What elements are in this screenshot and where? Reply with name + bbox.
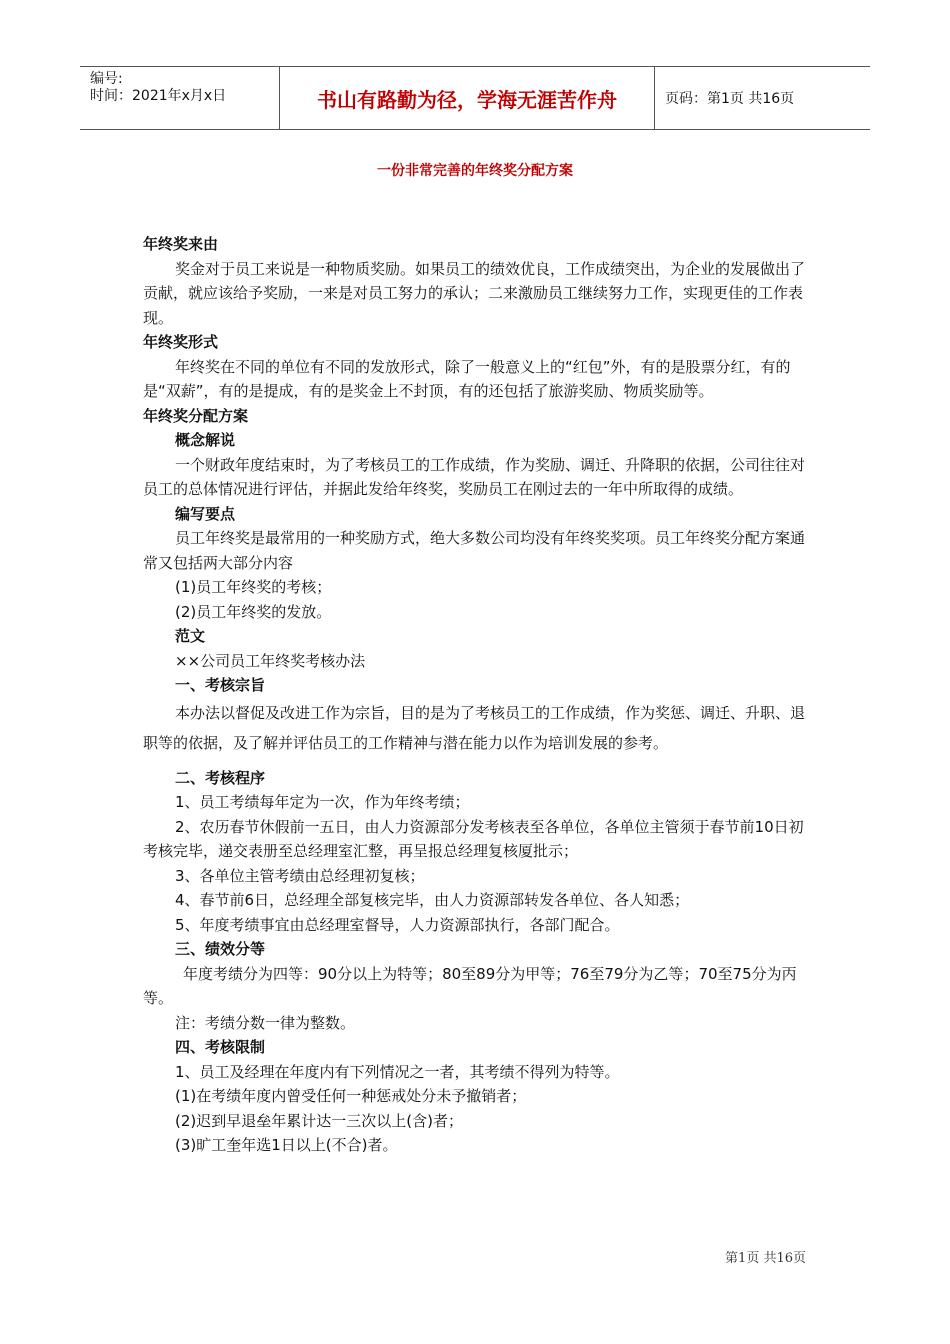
- document-title: 一份非常完善的年终奖分配方案: [377, 163, 573, 179]
- list-item: (1)员工年终奖的考核；: [175, 578, 332, 596]
- list-item: 2、农历春节休假前一五日，由人力资源部分发考核表至各单位，各单位主管须于春节前10日初考核完毕，递交表册至总经理室汇整，再呈报总经理复核厦批示；: [143, 817, 804, 860]
- list-item: (2)员工年终奖的发放。: [175, 602, 332, 621]
- body-paragraph: 年度考绩分为四等：90分以上为特等；80至89分为甲等；76至79分为乙等；70至75分为丙等。: [143, 964, 797, 1007]
- article-heading: 二、考核程序: [175, 768, 266, 787]
- page-header: [80, 66, 870, 130]
- list-item: (3)旷工奎年选1日以上(不合)者。: [175, 1136, 398, 1154]
- body-paragraph: 一个财政年度结束时，为了考核员工的工作成绩，作为奖励、调迁、升降职的依据，公司往往对员工的总体情况进行评估，并据此发给年终奖，奖励员工在刚过去的一年中所取得的成绩。: [143, 455, 806, 498]
- document-body: [143, 232, 811, 1158]
- subsection-heading: 编写要点: [175, 504, 236, 523]
- note: 注：考绩分数一律为整数。: [175, 1013, 356, 1032]
- page-footer: 第1页 共16页: [725, 1251, 806, 1266]
- body-paragraph: 员工年终奖是最常用的一种奖励方式，绝大多数公司均没有年终奖奖项。员工年终奖分配方案通常又包括两大部分内容: [143, 529, 806, 572]
- subsection-heading: 概念解说: [175, 431, 236, 449]
- list-item: 4、春节前6日，总经理全部复核完毕，由人力资源部转发各单位、各人知悉；: [175, 891, 690, 909]
- list-item: (2)迟到早退垒年累计达一三次以上(含)者；: [175, 1111, 463, 1130]
- list-item: 1、员工考绩每年定为一次，作为年终考绩；: [175, 793, 470, 811]
- section-heading: 年终奖形式: [143, 333, 219, 351]
- subsection-heading: 范文: [175, 627, 206, 645]
- sample-title: ××公司员工年终奖考核办法: [175, 651, 366, 670]
- body-paragraph: 本办法以督促及改进工作为宗旨，目的是为了考核员工的工作成绩，作为奖惩、调迁、升职、退职等的依据，及了解并评估员工的工作精神与潜在能力以作为培训发展的参考。: [143, 703, 806, 752]
- body-paragraph: 奖金对于员工来说是一种物质奖励。如果员工的绩效优良，工作成绩突出，为企业的发展做出了贡献，就应该给予奖励，一来是对员工努力的承认；二来激励员工继续努力工作，实现更佳的工作表现。: [143, 259, 806, 327]
- document-date: 时间：2021年x月x日: [90, 88, 227, 104]
- section-heading: 年终奖分配方案: [143, 406, 249, 425]
- article-heading: 三、绩效分等: [175, 940, 266, 958]
- list-item: 1、员工及经理在年度内有下列情况之一者，其考绩不得列为特等。: [175, 1062, 620, 1081]
- header-motto: 书山有路勤为径，学海无涯苦作舟: [280, 67, 655, 129]
- article-heading: 一、考核宗旨: [175, 676, 266, 694]
- list-item: (1)在考绩年度内曾受任何一种惩戒处分未予撤销者；: [175, 1087, 527, 1105]
- section-heading: 年终奖来由: [143, 235, 219, 253]
- article-heading: 四、考核限制: [175, 1038, 266, 1056]
- body-paragraph: 年终奖在不同的单位有不同的发放形式，除了一般意义上的“红包”外，有的是股票分红，有的是“双薪”，有的是提成，有的是奖金上不封顶，有的还包括了旅游奖励、物质奖励等。: [143, 357, 791, 400]
- list-item: 3、各单位主管考绩由总经理初复核；: [175, 866, 425, 885]
- header-meta: [80, 67, 280, 129]
- header-page-info: 页码：第1页 共16页: [665, 91, 795, 107]
- document-number-label: 编号:: [90, 71, 123, 87]
- list-item: 5、年度考绩事宜由总经理室督导，人力资源部执行，各部门配合。: [175, 915, 620, 934]
